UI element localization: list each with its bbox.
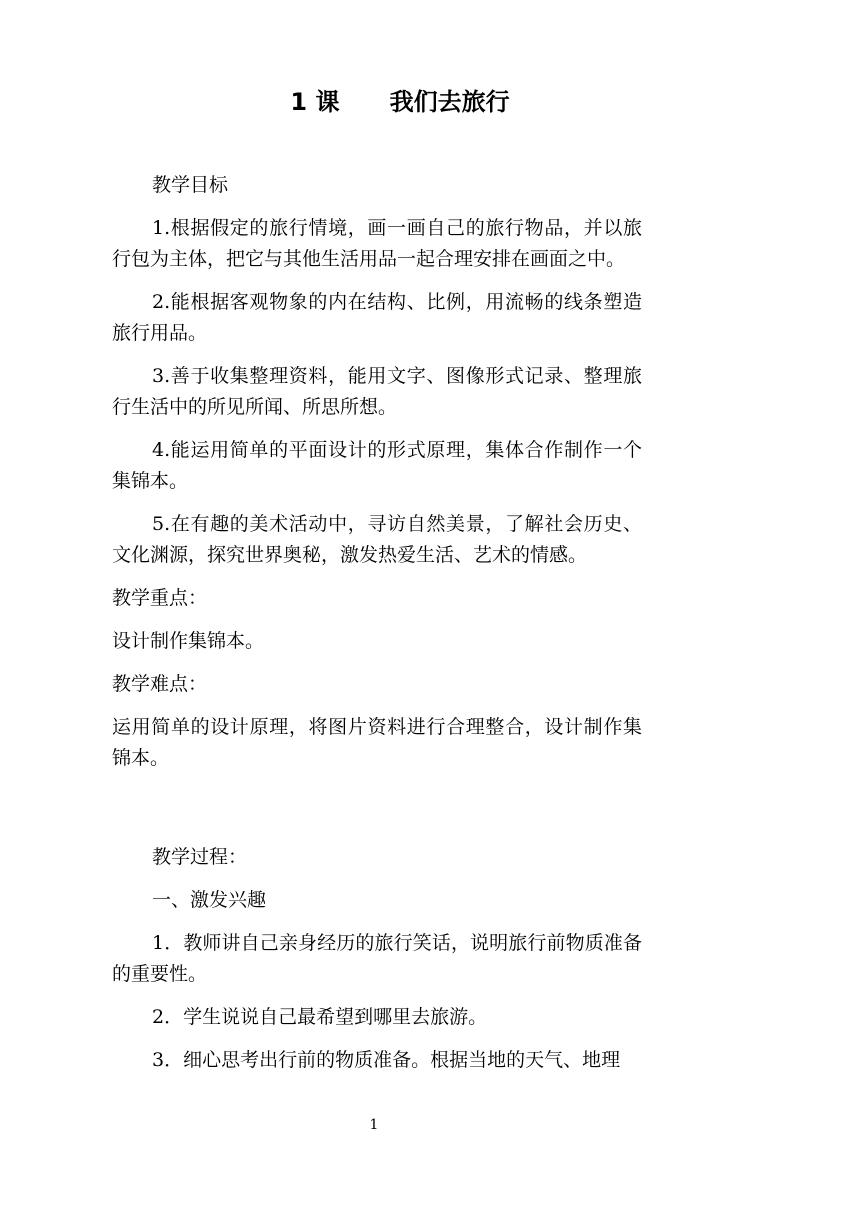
objective-item: 3.善于收集整理资料，能用文字、图像形式记录、整理旅行生活中的所见所闻、所思所想。 xyxy=(112,365,642,418)
process-item: 1．教师讲自己亲身经历的旅行笑话，说明旅行前物质准备的重要性。 xyxy=(112,932,642,985)
key-point-heading: 教学重点： xyxy=(112,587,208,609)
objectives-heading: 教学目标 xyxy=(152,174,229,196)
objective-item: 1.根据假定的旅行情境，画一画自己的旅行物品，并以旅行包为主体，把它与其他生活用品一起合理安排在画面之中。 xyxy=(112,217,642,270)
process-item: 3．细心思考出行前的物质准备。根据当地的天气、地理 xyxy=(152,1049,621,1071)
process-heading: 教学过程： xyxy=(152,846,248,868)
key-point-text: 设计制作集锦本。 xyxy=(112,630,265,652)
objective-item: 5.在有趣的美术活动中，寻访自然美景，了解社会历史、文化渊源，探究世界奥秘，激发热爱生活、艺术的情感。 xyxy=(112,513,642,566)
objective-item: 2.能根据客观物象的内在结构、比例，用流畅的线条塑造旅行用品。 xyxy=(112,291,642,344)
page-number: 1 xyxy=(369,1117,379,1133)
document-title: 1 课 我们去旅行 xyxy=(290,88,510,116)
section-spacer xyxy=(112,786,642,842)
part1-heading: 一、激发兴趣 xyxy=(152,889,267,911)
process-item: 2．学生说说自己最希望到哪里去旅游。 xyxy=(152,1006,488,1028)
difficulty-heading: 教学难点： xyxy=(112,673,208,695)
document-body xyxy=(112,170,642,1088)
objective-item: 4.能运用简单的平面设计的形式原理，集体合作制作一个集锦本。 xyxy=(112,439,642,492)
difficulty-text: 运用简单的设计原理，将图片资料进行合理整合，设计制作集锦本。 xyxy=(112,716,642,769)
